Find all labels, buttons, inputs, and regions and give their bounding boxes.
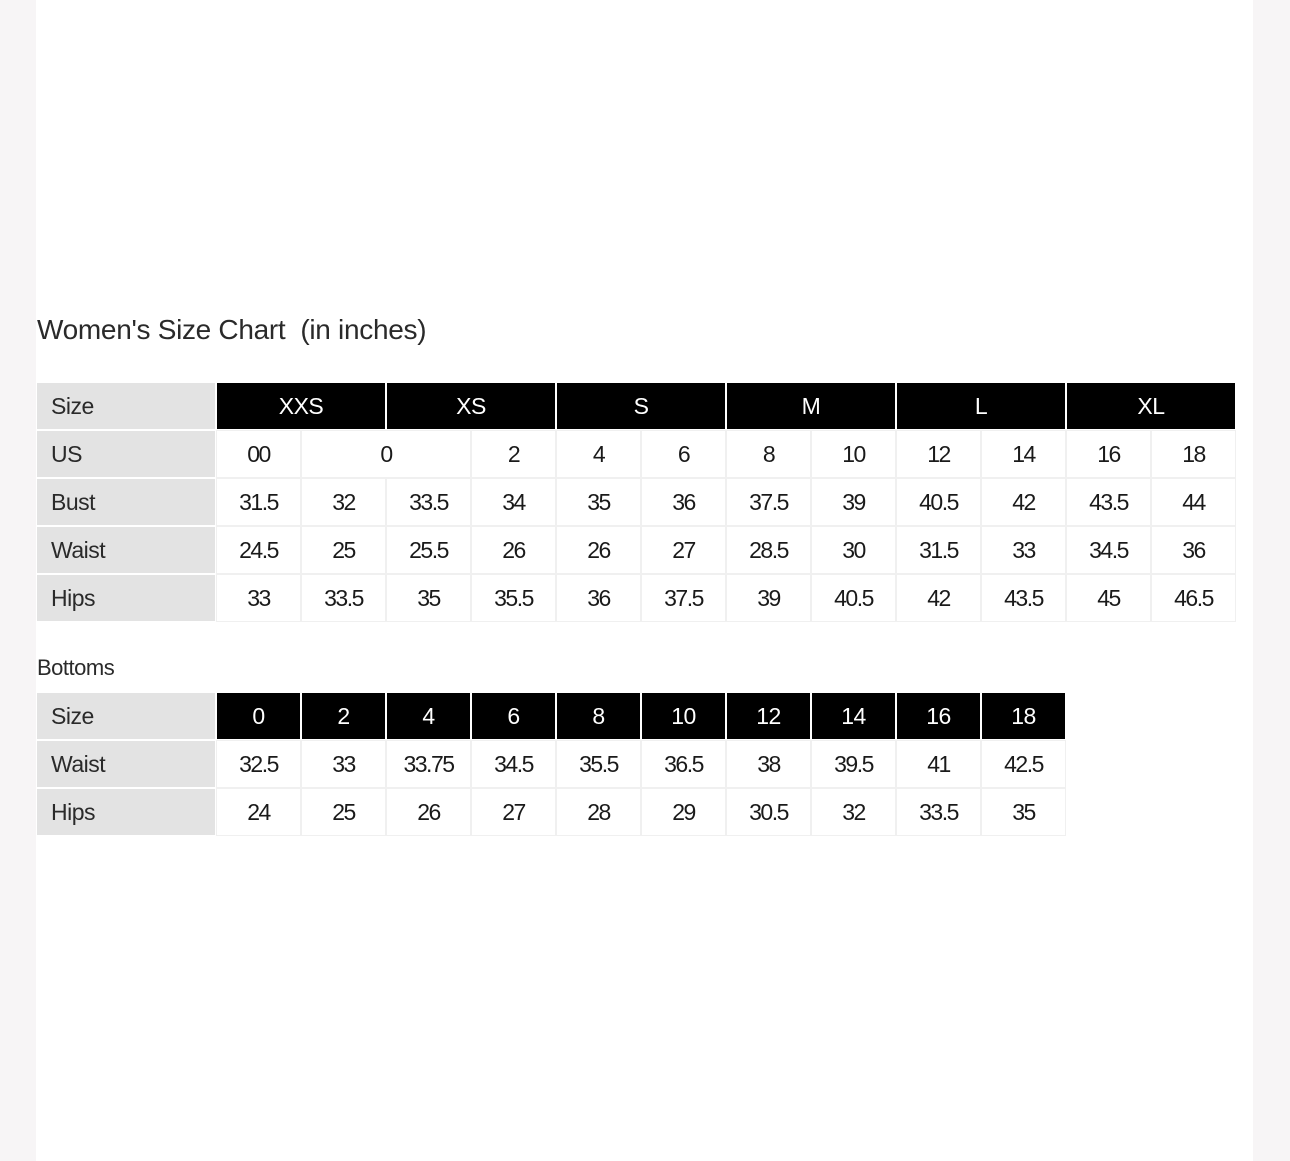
tops-value-cell: 36 [557, 575, 640, 621]
bottoms-value-cell: 36.5 [642, 741, 725, 787]
tops-row-us [37, 431, 1235, 477]
bottoms-row-waist [37, 741, 1065, 787]
tops-value-cell: 33 [982, 527, 1065, 573]
bottoms-value-cell: 25 [302, 789, 385, 835]
bottoms-value-cell: 38 [727, 741, 810, 787]
bottoms-value-cell: 41 [897, 741, 980, 787]
bottoms-value-cell: 35.5 [557, 741, 640, 787]
tops-value-cell: 42 [982, 479, 1065, 525]
tops-value-cell: 16 [1067, 431, 1150, 477]
tops-value-cell: 39 [727, 575, 810, 621]
bottoms-value-cell: 33 [302, 741, 385, 787]
bottoms-size-table [35, 691, 1067, 837]
tops-value-cell: 35 [557, 479, 640, 525]
bottoms-value-cell: 30.5 [727, 789, 810, 835]
tops-value-cell: 43.5 [1067, 479, 1150, 525]
tops-value-cell: 37.5 [642, 575, 725, 621]
bottoms-size-header: 18 [982, 693, 1065, 739]
bottoms-size-header: 12 [727, 693, 810, 739]
tops-value-cell: 8 [727, 431, 810, 477]
tops-value-cell: 00 [217, 431, 300, 477]
tops-value-cell: 45 [1067, 575, 1150, 621]
tops-value-cell: 10 [812, 431, 895, 477]
tops-size-table [35, 381, 1237, 623]
tops-value-cell: 31.5 [897, 527, 980, 573]
tops-size-header: S [557, 383, 725, 429]
bottoms-value-cell: 42.5 [982, 741, 1065, 787]
tops-row-bust [37, 479, 1235, 525]
tops-value-cell: 25 [302, 527, 385, 573]
tops-value-cell: 33.5 [387, 479, 470, 525]
bottoms-value-cell: 26 [387, 789, 470, 835]
tops-value-cell: 46.5 [1152, 575, 1235, 621]
tops-value-cell: 14 [982, 431, 1065, 477]
tops-value-cell: 37.5 [727, 479, 810, 525]
bottoms-size-header: 14 [812, 693, 895, 739]
tops-value-cell: 35 [387, 575, 470, 621]
tops-value-cell: 0 [302, 431, 470, 477]
tops-row-waist [37, 527, 1235, 573]
tops-value-cell: 40.5 [897, 479, 980, 525]
tops-row-hips [37, 575, 1235, 621]
tops-value-cell: 30 [812, 527, 895, 573]
tops-value-cell: 31.5 [217, 479, 300, 525]
bottoms-value-cell: 32 [812, 789, 895, 835]
tops-value-cell: 25.5 [387, 527, 470, 573]
bottoms-value-cell: 39.5 [812, 741, 895, 787]
bottoms-row-label: Hips [37, 789, 215, 835]
bottoms-value-cell: 34.5 [472, 741, 555, 787]
bottoms-value-cell: 32.5 [217, 741, 300, 787]
bottoms-row-label: Waist [37, 741, 215, 787]
bottoms-value-cell: 24 [217, 789, 300, 835]
bottoms-title: Bottoms [37, 655, 115, 680]
bottoms-value-cell: 33.75 [387, 741, 470, 787]
tops-header-row [37, 383, 1235, 429]
tops-value-cell: 26 [472, 527, 555, 573]
tops-row-label: Hips [37, 575, 215, 621]
bottoms-value-cell: 35 [982, 789, 1065, 835]
bottoms-value-cell: 28 [557, 789, 640, 835]
tops-value-cell: 27 [642, 527, 725, 573]
bottoms-header-label: Size [37, 693, 215, 739]
tops-value-cell: 44 [1152, 479, 1235, 525]
tops-value-cell: 34.5 [1067, 527, 1150, 573]
tops-size-header: XXS [217, 383, 385, 429]
bottoms-value-cell: 33.5 [897, 789, 980, 835]
tops-value-cell: 35.5 [472, 575, 555, 621]
tops-value-cell: 33 [217, 575, 300, 621]
tops-row-label: Waist [37, 527, 215, 573]
tops-value-cell: 12 [897, 431, 980, 477]
bottoms-value-cell: 29 [642, 789, 725, 835]
tops-value-cell: 24.5 [217, 527, 300, 573]
tops-value-cell: 6 [642, 431, 725, 477]
tops-value-cell: 26 [557, 527, 640, 573]
bottoms-size-header: 2 [302, 693, 385, 739]
tops-value-cell: 18 [1152, 431, 1235, 477]
bottoms-header-row [37, 693, 1065, 739]
chart-title: Women's Size Chart (in inches) [37, 314, 427, 345]
tops-value-cell: 43.5 [982, 575, 1065, 621]
tops-row-label: US [37, 431, 215, 477]
tops-value-cell: 32 [302, 479, 385, 525]
tops-value-cell: 36 [642, 479, 725, 525]
bottoms-row-hips [37, 789, 1065, 835]
tops-value-cell: 36 [1152, 527, 1235, 573]
tops-value-cell: 34 [472, 479, 555, 525]
tops-value-cell: 39 [812, 479, 895, 525]
bottoms-value-cell: 27 [472, 789, 555, 835]
tops-value-cell: 2 [472, 431, 555, 477]
tops-size-header: XL [1067, 383, 1235, 429]
bottoms-size-header: 0 [217, 693, 300, 739]
tops-row-label: Bust [37, 479, 215, 525]
tops-value-cell: 4 [557, 431, 640, 477]
bottoms-size-header: 8 [557, 693, 640, 739]
bottoms-size-header: 4 [387, 693, 470, 739]
tops-value-cell: 40.5 [812, 575, 895, 621]
tops-size-header: XS [387, 383, 555, 429]
bottoms-size-header: 16 [897, 693, 980, 739]
bottoms-size-header: 6 [472, 693, 555, 739]
tops-size-header: L [897, 383, 1065, 429]
tops-value-cell: 33.5 [302, 575, 385, 621]
tops-value-cell: 28.5 [727, 527, 810, 573]
bottoms-size-header: 10 [642, 693, 725, 739]
tops-value-cell: 42 [897, 575, 980, 621]
tops-header-label: Size [37, 383, 215, 429]
tops-size-header: M [727, 383, 895, 429]
